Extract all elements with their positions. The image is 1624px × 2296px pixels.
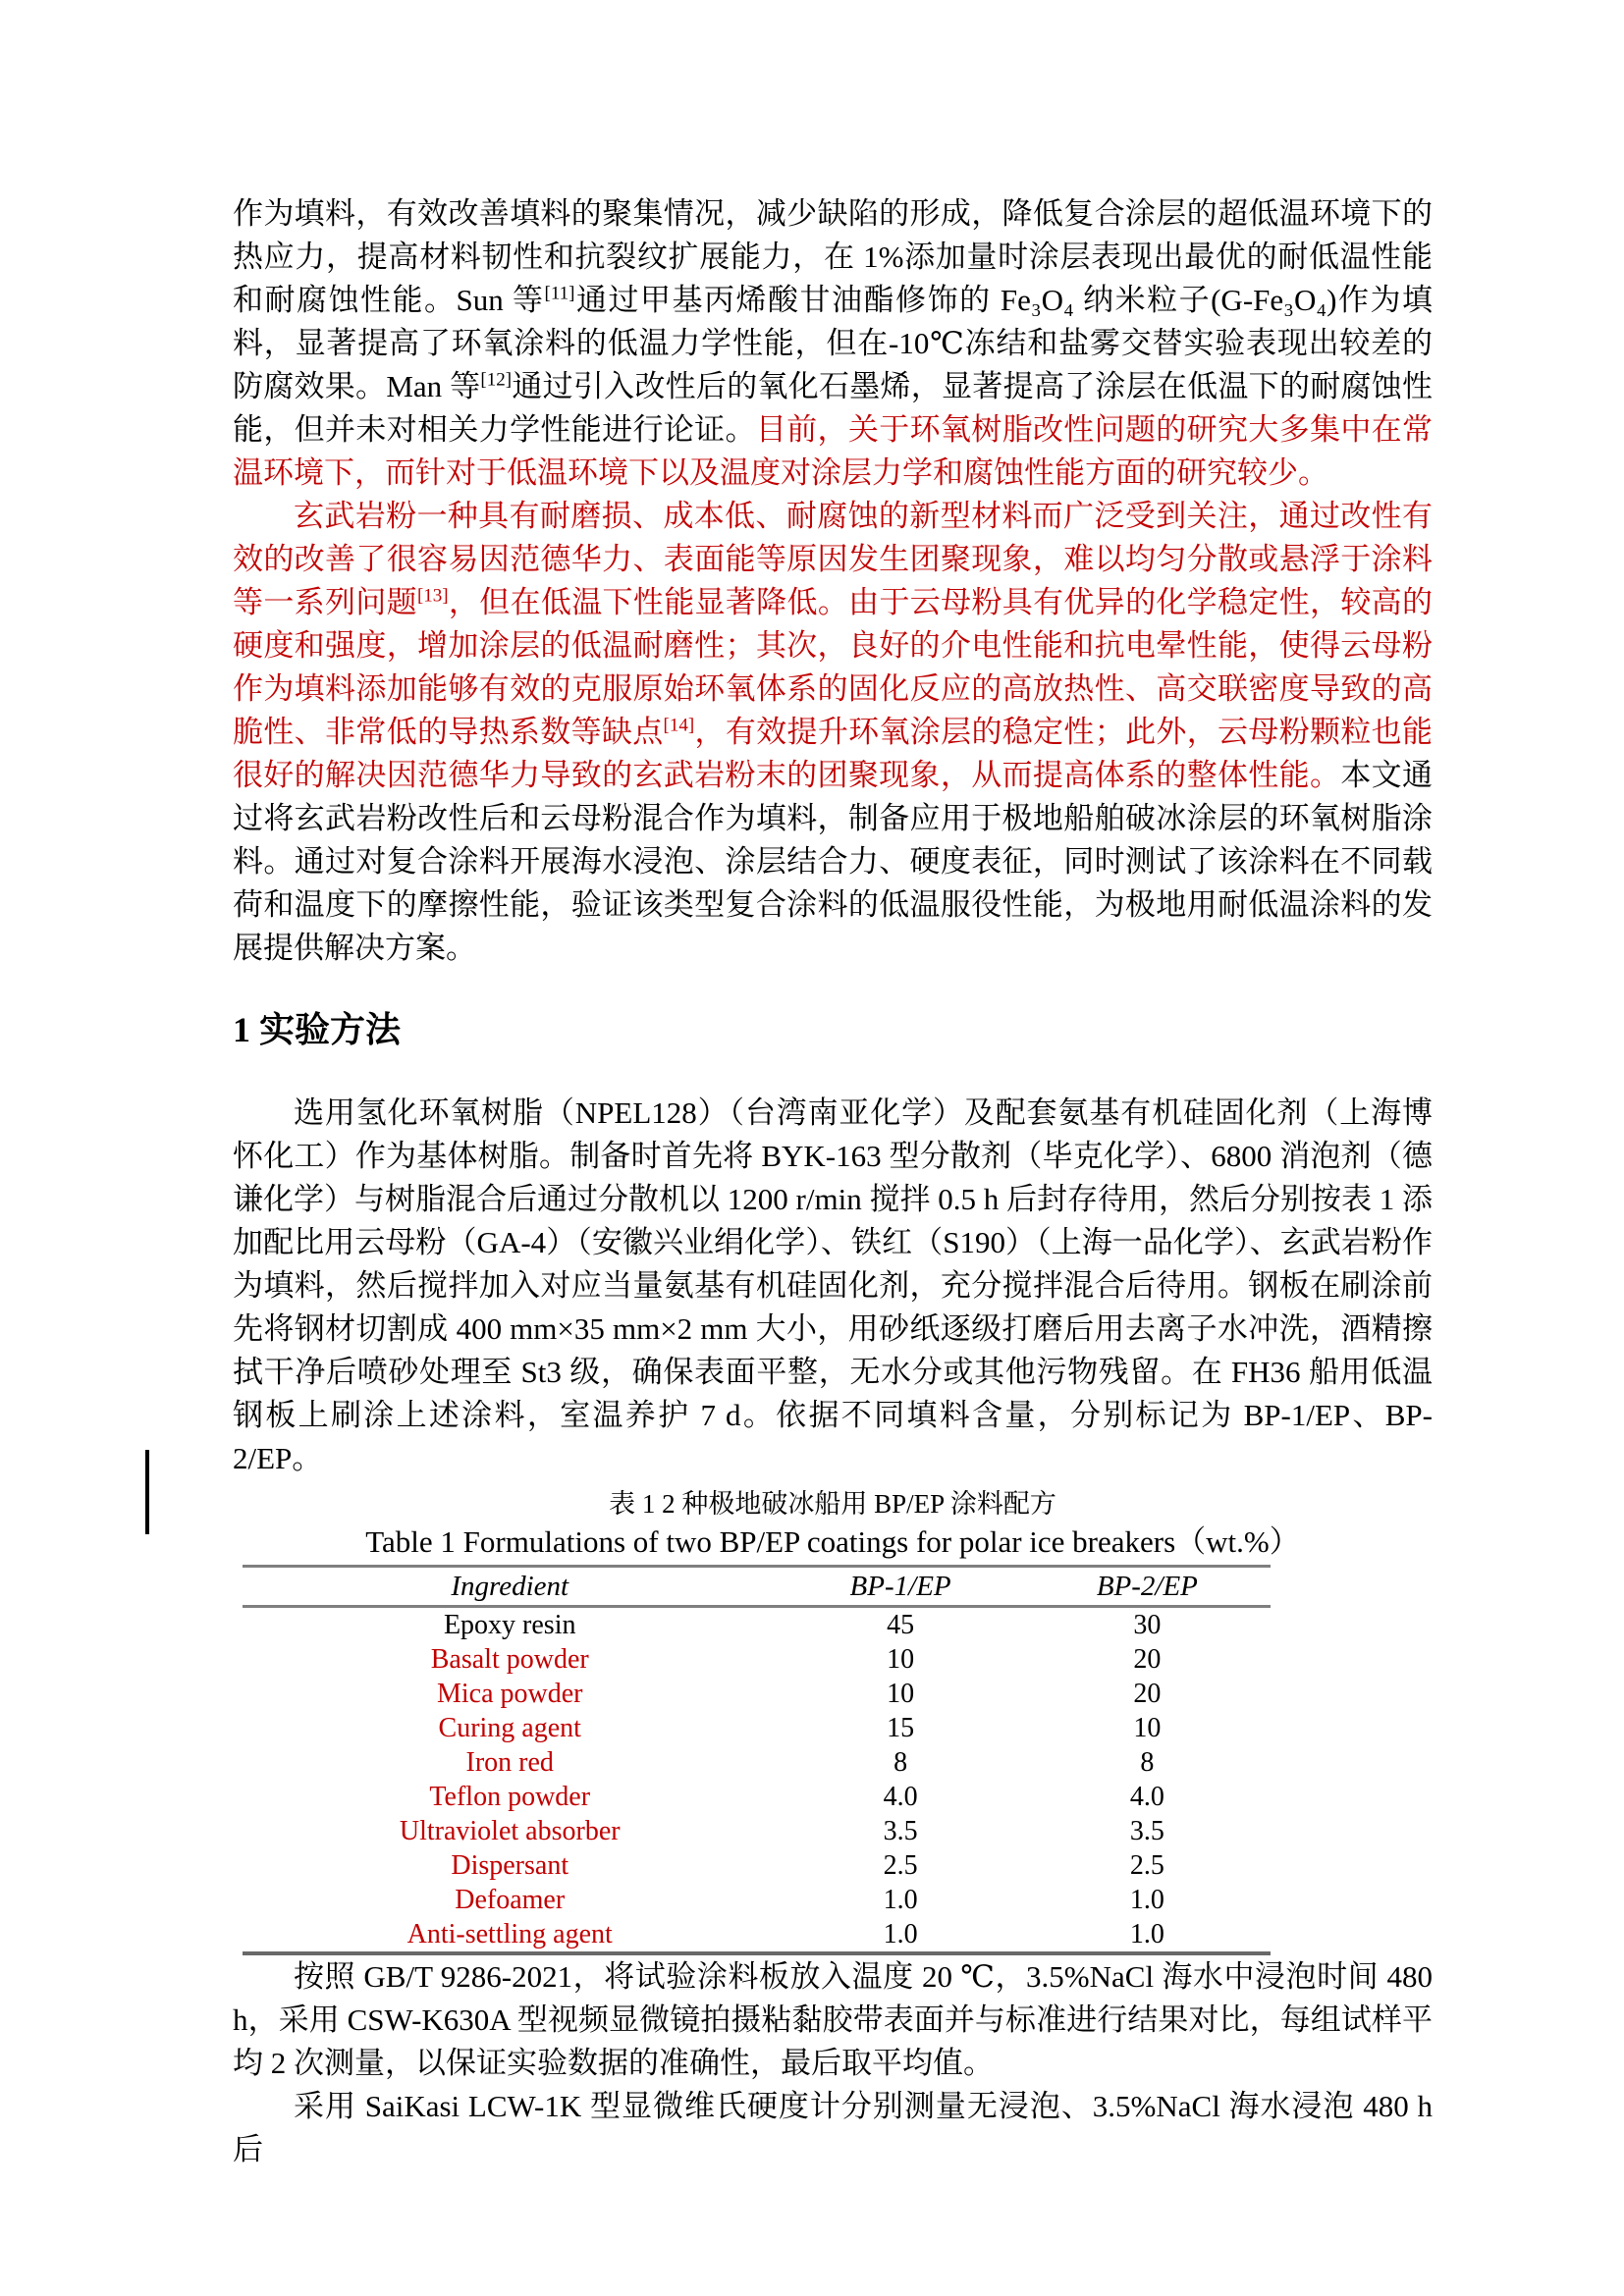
- table-row: [243, 1780, 1271, 1814]
- table-row: [243, 1677, 1271, 1711]
- paragraph-basalt-mica: [233, 495, 1433, 970]
- cell-bp2-value: 20: [1133, 1643, 1162, 1675]
- column-header-bp2: BP-2/EP: [1096, 1570, 1198, 1602]
- formulation-table: [243, 1565, 1271, 1955]
- text-run: 本文通过将玄武岩粉改性后和云母粉混合作为填料，制备应用于极地船舶破冰涂层的环氧树脂涂料。通过对复合涂料开展海水浸泡、涂层结合力、硬度表征，同时测试了该涂料在不同载荷和温度下的摩擦性能，验证该类型复合涂料的低温服役性能，为极地用耐低温涂料的发展提供解决方案。: [233, 758, 1433, 965]
- cell-bp1-value: 15: [887, 1712, 915, 1743]
- cell-bp2-value: 30: [1133, 1609, 1162, 1640]
- cell-bp1-value: 10: [887, 1678, 915, 1709]
- cell-ingredient: Ultraviolet absorber: [399, 1815, 621, 1846]
- table-row: [243, 1883, 1271, 1917]
- cell-bp1-value: 45: [887, 1609, 915, 1640]
- table-row: [243, 1607, 1271, 1643]
- cell-bp2-value: 1.0: [1129, 1884, 1164, 1915]
- column-header-bp1: BP-1/EP: [849, 1570, 951, 1602]
- cell-ingredient: Anti-settling agent: [406, 1918, 613, 1949]
- citation-ref-11: [11]: [544, 283, 575, 304]
- page-content: [233, 192, 1433, 2171]
- text-run-highlighted: ，但在低温下性能显著降低。由于云母粉具有优异的化学稳定性，较高的硬度和强度，增加涂层的低温耐磨性；其次，良好的介电性能和抗电晕性能，使得云母粉作为填料添加能够有效的克服原始环氧体系的固化反应的高放热性、高交联密度导致的高脆性、非常低的导热系数等缺点: [233, 585, 1434, 749]
- cell-bp1-value: 10: [887, 1643, 915, 1675]
- cell-bp1-value: 8: [893, 1746, 908, 1778]
- table-row: [243, 1711, 1271, 1745]
- cell-bp2-value: 8: [1140, 1746, 1155, 1778]
- cell-ingredient: Mica powder: [436, 1678, 583, 1709]
- table-row: [243, 1848, 1271, 1883]
- cell-bp2-value: 3.5: [1129, 1815, 1164, 1846]
- text-run-highlighted: ，有效提升环氧涂层的稳定性；此外，云母粉颗粒也能很好的解决因范德华力导致的玄武岩粉末的团聚现象，从而提高体系的整体性能。: [233, 715, 1433, 792]
- citation-ref-12: [12]: [480, 369, 513, 391]
- revision-change-bar: [145, 1450, 149, 1534]
- formulation-table-body: [243, 1607, 1271, 1954]
- table-caption-zh: 表 1 2 种极地破冰船用 BP/EP 涂料配方: [609, 1489, 1056, 1519]
- text-run-highlighted: 目前，关于环氧树脂改性问题的研究大多集中在常温环境下，而针对于低温环境下以及温度对涂层力学和腐蚀性能方面的研究较少。: [233, 412, 1434, 490]
- text-run-highlighted: 玄武岩粉一种具有耐磨损、成本低、耐腐蚀的新型材料而广泛受到关注，通过改性有效的改善了很容易因范德华力、表面能等原因发生团聚现象，难以均匀分散或悬浮于涂料等一系列问题: [233, 499, 1433, 619]
- cell-bp1-value: 4.0: [883, 1781, 918, 1812]
- column-header-ingredient: Ingredient: [451, 1570, 569, 1602]
- cell-bp1-value: 2.5: [883, 1849, 918, 1881]
- text-run: 通过甲基丙烯酸甘油酯修饰的 Fe₃O₄ 纳米粒子(G-Fe₃O₄)作为填料，显著提高了环氧涂料的低温力学性能，但在-10℃冻结和盐雾交替实验表现出较差的防腐效果。Man 等: [233, 283, 1433, 403]
- cell-ingredient: Dispersant: [451, 1849, 569, 1881]
- cell-ingredient: Epoxy resin: [443, 1609, 576, 1640]
- cell-bp2-value: 4.0: [1129, 1781, 1164, 1812]
- citation-ref-14: [14]: [663, 715, 695, 736]
- table-header-row: [243, 1567, 1271, 1607]
- text-run: 作为填料，有效改善填料的聚集情况，减少缺陷的形成，降低复合涂层的超低温环境下的热应力，提高材料韧性和抗裂纹扩展能力，在 1%添加量时涂层表现出最优的耐低温性能和耐腐蚀性能。Sun 等: [233, 196, 1433, 317]
- text-run: 通过引入改性后的氧化石墨烯，显著提高了涂层在低温下的耐腐蚀性能，但并未对相关力学性能进行论证。: [233, 369, 1433, 447]
- cell-bp1-value: 1.0: [883, 1918, 918, 1949]
- cell-bp2-value: 1.0: [1129, 1918, 1164, 1949]
- paragraph-fillers-review: [233, 192, 1433, 495]
- cell-ingredient: Curing agent: [438, 1712, 581, 1743]
- cell-bp2-value: 10: [1133, 1712, 1162, 1743]
- cell-bp2-value: 20: [1133, 1678, 1162, 1709]
- table-row: [243, 1642, 1271, 1677]
- table-row: [243, 1917, 1271, 1953]
- cell-ingredient: Defoamer: [455, 1884, 566, 1915]
- cell-bp1-value: 3.5: [883, 1815, 918, 1846]
- cell-bp1-value: 1.0: [883, 1884, 918, 1915]
- paragraph-materials-preparation: 选用氢化环氧树脂（NPEL128）（台湾南亚化学）及配套氨基有机硅固化剂（上海博怀化工）作为基体树脂。制备时首先将 BYK-163 型分散剂（毕克化学）、6800 消泡剂（德谦化学）与树脂混合后通过分散机以 1200 r/min 搅拌 0.5 h 后封存待用，然后分别按表 1 添加配比用云母粉（GA-4）（安徽兴业绢化学）、铁红（S190）（上海一品化学）、玄武岩粉作为填料，然后搅拌加入对应当量氨基有机硅固化剂，充分搅拌混合后待用。钢板在刷涂前先将钢材切割成 400 mm×35 mm×2 mm 大小，用砂纸逐级打磨后用去离子水冲洗，酒精擦拭干净后喷砂处理至 St3 级，确保表面平整，无水分或其他污物残留。在 FH36 船用低温钢板上刷涂上述涂料，室温养护 7 d。依据不同填料含量，分别标记为 BP-1/EP、BP-2/EP。: [233, 1095, 1433, 1475]
- cell-ingredient: Teflon powder: [429, 1781, 591, 1812]
- cell-bp2-value: 2.5: [1129, 1849, 1164, 1881]
- table-caption-en: Table 1 Formulations of two BP/EP coatings for polar ice breakers（wt.%）: [365, 1524, 1300, 1559]
- table-row: [243, 1745, 1271, 1780]
- paragraph-immersion-test: 按照 GB/T 9286-2021，将试验涂料板放入温度 20 ℃，3.5%NaCl 海水中浸泡时间 480 h，采用 CSW-K630A 型视频显微镜拍摄粘黏胶带表面并与标准进行结果对比，每组试样平均 2 次测量，以保证实验数据的准确性，最后取平均值。: [233, 1959, 1433, 2080]
- cell-ingredient: Basalt powder: [430, 1643, 589, 1675]
- section-heading-methods: 1 实验方法: [233, 1010, 402, 1049]
- table-row: [243, 1814, 1271, 1848]
- cell-ingredient: Iron red: [465, 1746, 554, 1778]
- paragraph-hardness-test: 采用 SaiKasi LCW-1K 型显微维氏硬度计分别测量无浸泡、3.5%NaCl 海水浸泡 480 h 后: [233, 2089, 1433, 2166]
- citation-ref-13: [13]: [416, 585, 449, 607]
